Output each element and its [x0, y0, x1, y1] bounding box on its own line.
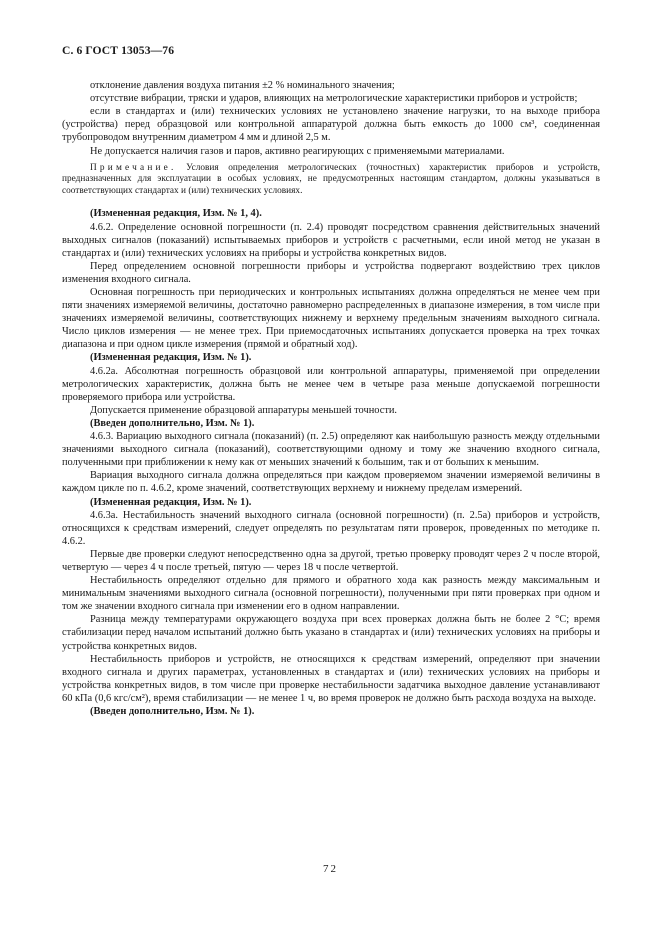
- note-label: Примечание.: [90, 162, 177, 173]
- paragraph: отклонение давления воздуха питания ±2 % номинального значения;: [90, 80, 395, 92]
- paragraph: Перед определением основной погрешности приборы и устройства подвергают воздействию трех циклов изменения входного сигнала.: [62, 260, 600, 285]
- paragraph: Основная погрешность при периодических и контрольных испытаниях должна определяться не менее чем при пяти значениях измеряемой величины, достаточно равномерно распределенных в диапазоне измерения, в том числе при значениях измеряемой величины, соответствующих нижнему и верхнему предельным значениям выходного сигнала. Число циклов измерения — не менее трех. При приемосдаточных испытаниях допускается проверка на трех точках диапазона и при одном цикле измерения (прямой и обратный ход).: [62, 287, 600, 351]
- note-text: Условия определения метрологических (точностных) характеристик приборов и устройств, предназначенных для эксплуатации в особых условиях, не предусмотренных настоящим стандартом, должны указываться в соответствующих стандартах и (или) технических условиях.: [62, 162, 600, 196]
- amendment-note: (Введен дополнительно, Изм. № 1).: [90, 706, 255, 717]
- paragraph: 4.6.2. Определение основной погрешности (п. 2.4) проводят посредством сравнения действительных значений выходных сигналов (показаний) испытываемых приборов и устройств с расчетными, если иной метод не указан в стандартах и (или) технических условиях на приборы и устройства конкретных видов.: [62, 221, 600, 259]
- amendment-note: (Измененная редакция, Изм. № 1).: [90, 352, 252, 364]
- page-header: С. 6 ГОСТ 13053—76: [62, 44, 175, 57]
- note-paragraph: [62, 163, 600, 198]
- paragraph: если в стандартах и (или) технических условиях не установлено значение нагрузки, то на выходе прибора (устройства) перед образцовой или контрольной аппаратурой должна быть емкость до 1000 см³, соединенная трубопроводом внутренним диаметром 4 мм и длиной 2,5 м.: [62, 106, 600, 144]
- amendment-note: (Измененная редакция, Изм. № 1, 4).: [90, 208, 262, 220]
- paragraph: 4.6.2а. Абсолютная погрешность образцовой или контрольной аппаратуры, применяемой при определении метрологических характеристик, должна быть не менее чем в четыре раза меньше допускаемой погрешности проверяемого прибора или устройства.: [62, 365, 600, 403]
- paragraph: Первые две проверки следуют непосредственно одна за другой, третью проверку проводят через 2 ч после второй, четвертую — через 4 ч после третьей, пятую — через 18 ч после четвертой.: [62, 548, 600, 573]
- paragraph: 4.6.3а. Нестабильность значений выходного сигнала (основной погрешности) (п. 2.5а) приборов и устройств, относящихся к средствам измерений, следует определять по результатам пяти проверок, проведенных по методике п. 4.6.2.: [62, 509, 600, 547]
- page-number: 72: [323, 863, 338, 875]
- paragraph: Вариация выходного сигнала должна определяться при каждом проверяемом значении измеряемой величины в каждом цикле по п. 4.6.2, кроме значений, соответствующих верхнему и нижнему пределам измерений.: [62, 470, 600, 495]
- paragraph: Не допускается наличия газов и паров, активно реагирующих с применяемыми материалами.: [90, 145, 505, 157]
- paragraph: Нестабильность приборов и устройств, не относящихся к средствам измерений, определяют при значении входного сигнала и других параметрах, установленных в стандартах и (или) технических условиях на приборы и устройства конкретных видов, в том числе при проверке нестабильности задатчика выходное давление устанавливают 60 кПа (0,6 кгс/см²), время стабилизации — не менее 1 ч, во время проверок не должно быть расхода воздуха на выходе.: [62, 653, 600, 704]
- paragraph: отсутствие вибрации, тряски и ударов, влияющих на метрологические характеристики приборов и устройств;: [90, 93, 578, 105]
- paragraph: 4.6.3. Вариацию выходного сигнала (показаний) (п. 2.5) определяют как наибольшую разность между отдельными значениями выходного сигнала (показаний), соответствующими одному и тому же значению входного сигнала, полученными при приближении к нему как от меньших значений к большим, так и от больших к меньшим.: [62, 431, 600, 469]
- amendment-note: (Введен дополнительно, Изм. № 1).: [90, 417, 255, 429]
- paragraph: Допускается применение образцовой аппаратуры меньшей точности.: [90, 404, 398, 416]
- document-page: [62, 44, 600, 718]
- paragraph: Нестабильность определяют отдельно для прямого и обратного хода как разность между максимальным и минимальным значениями выходного сигнала (основной погрешности), полученными при пяти проверках при одном и том же значении входного сигнала при изменении его в одном направлении.: [62, 575, 600, 613]
- paragraph: Разница между температурами окружающего воздуха при всех проверках должна быть не более 2 °С; время стабилизации перед началом испытаний должно быть указано в стандартах и (или) технических условиях на приборы и устройства конкретных видов.: [62, 614, 600, 652]
- amendment-note: (Измененная редакция, Изм. № 1).: [90, 496, 252, 508]
